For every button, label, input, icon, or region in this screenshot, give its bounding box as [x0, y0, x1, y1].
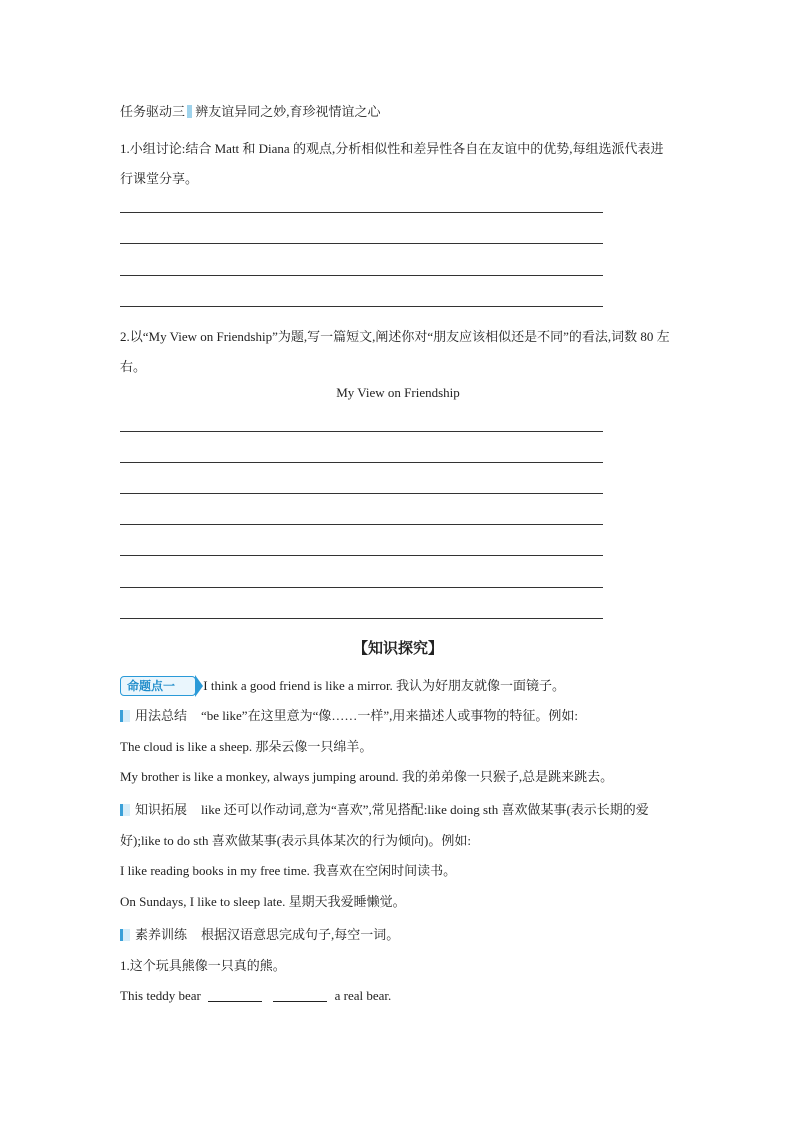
essay-line-1	[120, 431, 603, 432]
practice-label: 素养训练	[135, 927, 188, 942]
example-3: I like reading books in my free time. 我喜欢在空闲时间读书。	[120, 863, 457, 878]
essay-line-3	[120, 493, 603, 494]
practice-1-end: a real bear.	[334, 988, 392, 1003]
essay-title: My View on Friendship	[336, 385, 460, 400]
essay-line-4	[120, 524, 603, 525]
answer-line-3	[120, 275, 603, 276]
example-4: On Sundays, I like to sleep late. 星期天我爱睡懒觉。	[120, 894, 406, 909]
knowledge-heading: 【知识探究】	[352, 639, 443, 657]
example-2: My brother is like a monkey, always jumping around. 我的弟弟像一只猴子,总是跳来跳去。	[120, 769, 614, 784]
blank-1[interactable]	[208, 989, 262, 1002]
practice-1-sentence	[120, 987, 391, 1005]
essay-line-2	[120, 462, 603, 463]
answer-line-1	[120, 212, 603, 213]
answer-line-4	[120, 306, 603, 307]
question-2: 2.以“My View on Friendship”为题,写一篇短文,阐述你对“朋友应该相似还是不同”的看法,词数 80 左右。	[120, 329, 670, 374]
essay-line-5	[120, 555, 603, 556]
usage-label: 用法总结	[135, 708, 188, 723]
point-1-row	[120, 676, 565, 696]
essay-line-6	[120, 587, 603, 588]
point-1-badge: 命题点一	[120, 676, 196, 696]
practice-text: 根据汉语意思完成句子,每空一词。	[201, 927, 400, 942]
essay-line-7	[120, 618, 603, 619]
extend-row	[120, 794, 676, 856]
question-1: 1.小组讨论:结合 Matt 和 Diana 的观点,分析相似性和差异性各自在友谊中的优势,每组选派代表进行课堂分享。	[120, 141, 664, 186]
point-1-sentence: I think a good friend is like a mirror. 我认为好朋友就像一面镜子。	[203, 678, 566, 693]
task-heading	[120, 103, 381, 121]
example-1: The cloud is like a sheep. 那朵云像一只绵羊。	[120, 739, 373, 754]
task-title-prefix: 任务驱动三	[120, 104, 186, 119]
practice-1-start: This teddy bear	[120, 988, 201, 1003]
section-marker-icon	[120, 710, 130, 722]
usage-text: “be like”在这里意为“像……一样”,用来描述人或事物的特征。例如:	[201, 708, 578, 723]
section-marker-icon	[120, 804, 130, 816]
task-title-rest: 辨友谊异同之妙,育珍视情谊之心	[195, 104, 381, 119]
tag-marker-icon	[187, 105, 192, 118]
practice-row	[120, 926, 399, 944]
practice-1-prompt: 1.这个玩具熊像一只真的熊。	[120, 958, 286, 973]
usage-row	[120, 707, 578, 725]
section-marker-icon	[120, 929, 130, 941]
extend-label: 知识拓展	[135, 802, 188, 817]
extend-text: like 还可以作动词,意为“喜欢”,常见搭配:like doing sth 喜欢做某事(表示长期的爱好);like to do sth 喜欢做某事(表示具体某次的行为倾向)。例如:	[120, 802, 649, 848]
blank-2[interactable]	[273, 989, 327, 1002]
answer-line-2	[120, 243, 603, 244]
